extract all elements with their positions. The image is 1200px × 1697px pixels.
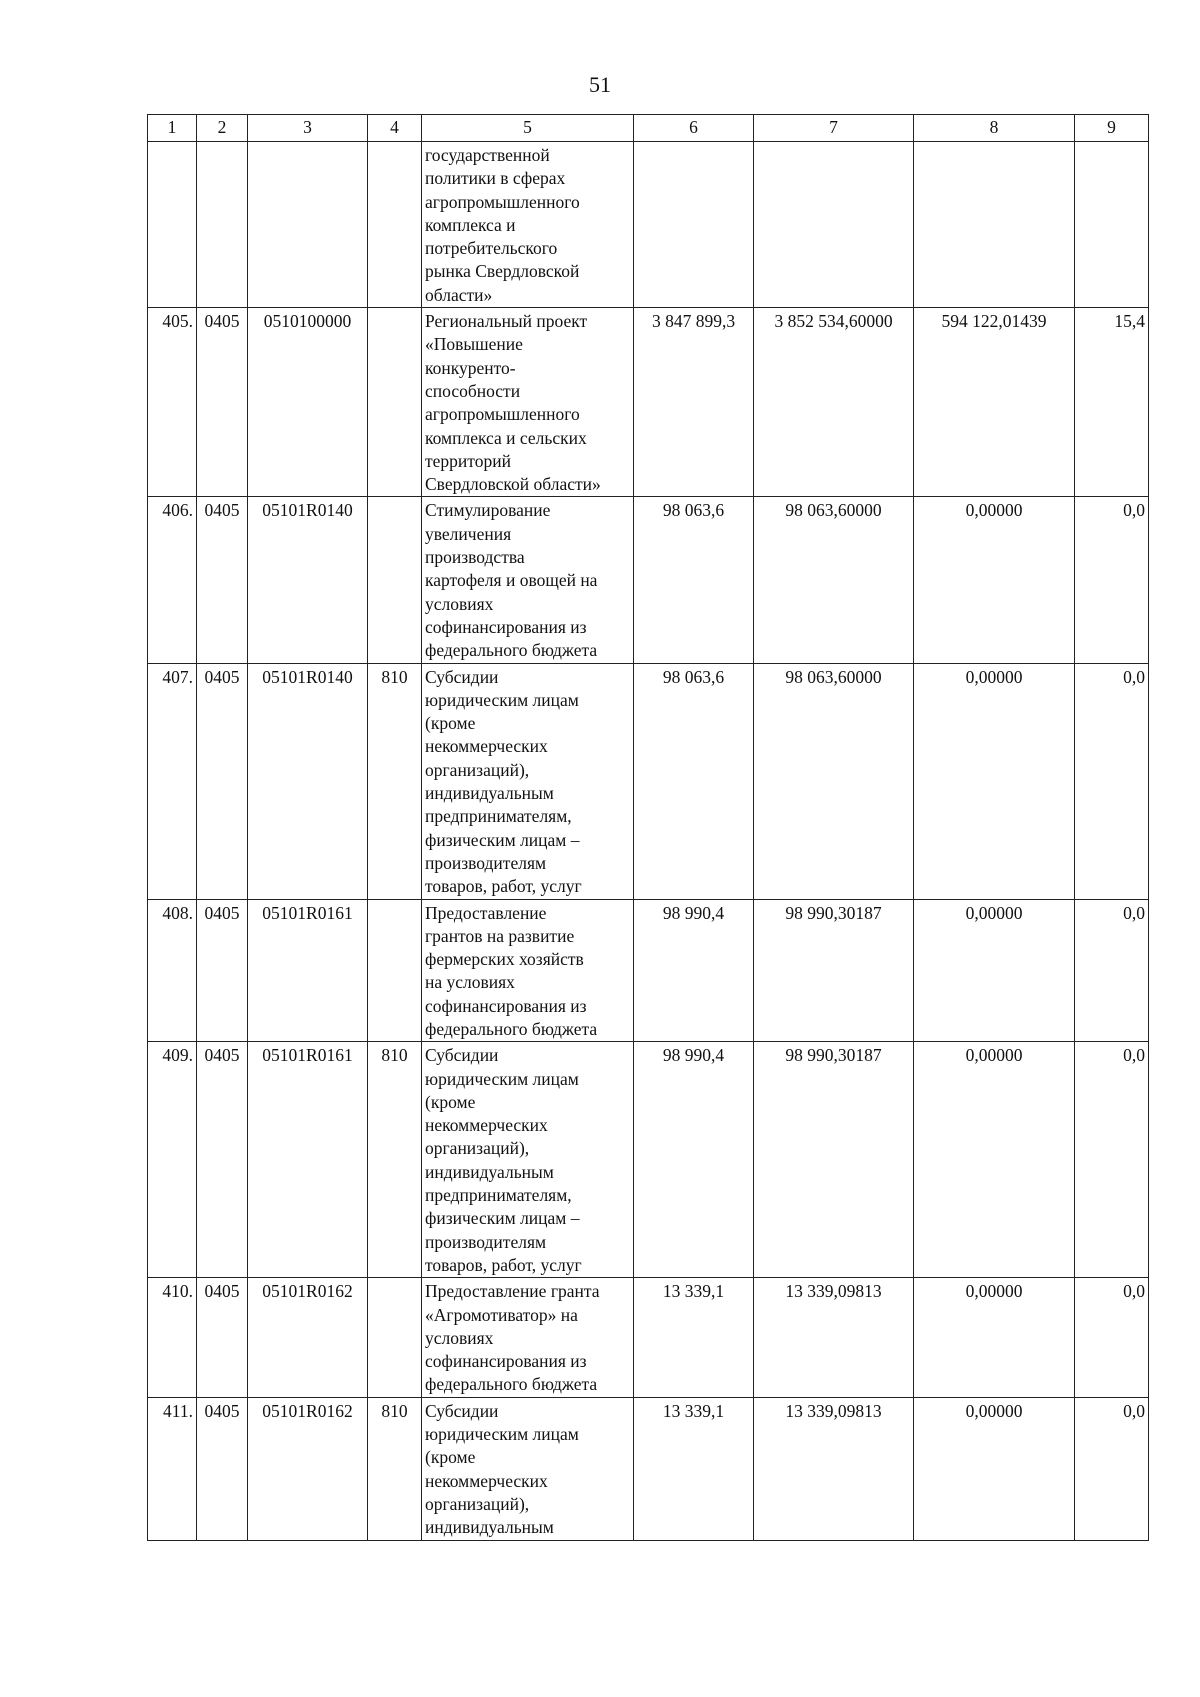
description-line: организаций), — [425, 759, 530, 780]
description-line: Субсидии — [425, 666, 499, 687]
row-number-cell: 411. — [148, 1397, 197, 1540]
description-line: организаций), — [425, 1138, 530, 1159]
description-line: индивидуальным — [425, 783, 554, 804]
approved-amount-cell: 98 990,4 — [634, 899, 754, 1042]
approved-amount-cell — [634, 142, 754, 308]
description-line: некоммерческих — [425, 1115, 548, 1136]
target-code-cell — [248, 142, 368, 308]
table-row — [148, 1042, 1149, 1278]
description-line: (кроме — [425, 1091, 476, 1112]
table-row — [148, 1278, 1149, 1397]
description-line: фермерских хозяйств — [425, 949, 584, 970]
description-line: агропромышленного — [425, 404, 580, 425]
section-code-cell: 0405 — [197, 497, 248, 663]
description-line: государственной — [425, 145, 550, 165]
description-line: Свердловской области» — [425, 474, 601, 495]
budget-table — [147, 114, 1149, 1541]
execution-percent-cell: 0,0 — [1075, 1042, 1149, 1278]
approved-amount-cell: 98 063,6 — [634, 663, 754, 899]
execution-percent-cell: 0,0 — [1075, 497, 1149, 663]
expense-type-cell — [368, 1278, 422, 1397]
target-code-cell: 05101R0140 — [248, 497, 368, 663]
description-line: комплекса и — [425, 214, 516, 235]
description-line: индивидуальным — [425, 1161, 554, 1182]
execution-percent-cell: 0,0 — [1075, 663, 1149, 899]
description-line: товаров, работ, услуг — [425, 876, 582, 897]
approved-amount-cell: 98 063,6 — [634, 497, 754, 663]
section-code-cell — [197, 142, 248, 308]
expense-type-cell: 810 — [368, 1397, 422, 1540]
execution-percent-cell: 0,0 — [1075, 899, 1149, 1042]
approved-amount-cell: 98 990,4 — [634, 1042, 754, 1278]
description-line: некоммерческих — [425, 736, 548, 757]
description-line: предпринимателям, — [425, 806, 572, 827]
description-line: конкуренто- — [425, 357, 516, 378]
executed-amount-cell: 594 122,01439 — [914, 308, 1075, 497]
table-body — [148, 142, 1149, 1541]
description-cell — [422, 663, 634, 899]
approved-amount-cell: 13 339,1 — [634, 1397, 754, 1540]
description-line: физическим лицам – — [425, 1208, 580, 1229]
executed-amount-cell — [914, 142, 1075, 308]
description-line: юридическим лицам — [425, 689, 579, 710]
column-header-8: 8 — [914, 115, 1075, 142]
table-row — [148, 1397, 1149, 1540]
section-code-cell: 0405 — [197, 1042, 248, 1278]
column-header-3: 3 — [248, 115, 368, 142]
description-line: федерального бюджета — [425, 640, 598, 661]
executed-amount-cell: 0,00000 — [914, 1397, 1075, 1540]
column-header-1: 1 — [148, 115, 197, 142]
execution-percent-cell: 0,0 — [1075, 1278, 1149, 1397]
expense-type-cell: 810 — [368, 1042, 422, 1278]
expense-type-cell — [368, 142, 422, 308]
table-row — [148, 497, 1149, 663]
approved-amount-cell: 13 339,1 — [634, 1278, 754, 1397]
table-row — [148, 663, 1149, 899]
executed-amount-cell: 0,00000 — [914, 1042, 1075, 1278]
adjusted-amount-cell: 98 990,30187 — [754, 899, 914, 1042]
page-number: 51 — [589, 72, 611, 97]
description-line: юридическим лицам — [425, 1068, 579, 1089]
executed-amount-cell: 0,00000 — [914, 497, 1075, 663]
target-code-cell: 0510100000 — [248, 308, 368, 497]
section-code-cell: 0405 — [197, 1278, 248, 1397]
adjusted-amount-cell: 13 339,09813 — [754, 1397, 914, 1540]
table-header-row — [148, 115, 1149, 142]
description-line: федерального бюджета — [425, 1374, 598, 1395]
executed-amount-cell: 0,00000 — [914, 1278, 1075, 1397]
description-line: потребительского — [425, 238, 558, 259]
description-cell — [422, 899, 634, 1042]
description-cell — [422, 142, 634, 308]
row-number-cell: 409. — [148, 1042, 197, 1278]
description-line: политики в сферах — [425, 168, 566, 189]
description-line: Предоставление гранта — [425, 1281, 600, 1302]
approved-amount-cell: 3 847 899,3 — [634, 308, 754, 497]
execution-percent-cell — [1075, 142, 1149, 308]
description-line: грантов на развитие — [425, 925, 575, 946]
executed-amount-cell: 0,00000 — [914, 663, 1075, 899]
description-line: условиях — [425, 593, 494, 614]
description-cell — [422, 1042, 634, 1278]
executed-amount-cell: 0,00000 — [914, 899, 1075, 1042]
description-line: юридическим лицам — [425, 1424, 579, 1445]
expense-type-cell — [368, 497, 422, 663]
description-cell — [422, 497, 634, 663]
description-line: агропромышленного — [425, 191, 580, 212]
adjusted-amount-cell: 98 063,60000 — [754, 497, 914, 663]
target-code-cell: 05101R0140 — [248, 663, 368, 899]
column-header-7: 7 — [754, 115, 914, 142]
description-cell — [422, 308, 634, 497]
table-row — [148, 308, 1149, 497]
target-code-cell: 05101R0161 — [248, 899, 368, 1042]
description-line: софинансирования из — [425, 995, 587, 1016]
column-header-9: 9 — [1075, 115, 1149, 142]
row-number-cell: 407. — [148, 663, 197, 899]
section-code-cell: 0405 — [197, 1397, 248, 1540]
description-line: условиях — [425, 1327, 494, 1348]
table-row — [148, 142, 1149, 308]
adjusted-amount-cell: 13 339,09813 — [754, 1278, 914, 1397]
description-line: производителям — [425, 1231, 547, 1252]
description-line: (кроме — [425, 713, 476, 734]
description-line: «Агромотиватор» на — [425, 1304, 578, 1325]
description-line: физическим лицам – — [425, 829, 580, 850]
description-line: Предоставление — [425, 902, 547, 923]
description-line: Региональный проект — [425, 311, 588, 332]
row-number-cell — [148, 142, 197, 308]
row-number-cell: 406. — [148, 497, 197, 663]
execution-percent-cell: 0,0 — [1075, 1397, 1149, 1540]
description-cell — [422, 1397, 634, 1540]
description-line: рынка Свердловской — [425, 261, 580, 282]
description-line: территорий — [425, 450, 511, 471]
description-line: некоммерческих — [425, 1470, 548, 1491]
description-line: организаций), — [425, 1493, 530, 1514]
row-number-cell: 410. — [148, 1278, 197, 1397]
description-line: «Повышение — [425, 334, 523, 355]
description-line: софинансирования из — [425, 616, 587, 637]
adjusted-amount-cell: 3 852 534,60000 — [754, 308, 914, 497]
description-line: способности — [425, 380, 521, 401]
execution-percent-cell: 15,4 — [1075, 308, 1149, 497]
description-line: картофеля и овощей на — [425, 570, 598, 591]
description-line: софинансирования из — [425, 1351, 587, 1372]
target-code-cell: 05101R0162 — [248, 1397, 368, 1540]
target-code-cell: 05101R0162 — [248, 1278, 368, 1397]
description-line: федерального бюджета — [425, 1018, 598, 1039]
expense-type-cell — [368, 899, 422, 1042]
section-code-cell: 0405 — [197, 663, 248, 899]
description-line: комплекса и сельских — [425, 427, 587, 448]
column-header-6: 6 — [634, 115, 754, 142]
adjusted-amount-cell: 98 063,60000 — [754, 663, 914, 899]
adjusted-amount-cell: 98 990,30187 — [754, 1042, 914, 1278]
description-cell — [422, 1278, 634, 1397]
expense-type-cell — [368, 308, 422, 497]
column-header-4: 4 — [368, 115, 422, 142]
description-line: производства — [425, 547, 525, 568]
description-line: Субсидии — [425, 1045, 499, 1066]
description-line: индивидуальным — [425, 1517, 554, 1538]
description-line: на условиях — [425, 972, 515, 993]
description-line: области» — [425, 284, 493, 305]
column-header-2: 2 — [197, 115, 248, 142]
expense-type-cell: 810 — [368, 663, 422, 899]
row-number-cell: 405. — [148, 308, 197, 497]
description-line: Субсидии — [425, 1400, 499, 1421]
target-code-cell: 05101R0161 — [248, 1042, 368, 1278]
description-line: предпринимателям, — [425, 1185, 572, 1206]
adjusted-amount-cell — [754, 142, 914, 308]
column-header-5: 5 — [422, 115, 634, 142]
table-row — [148, 899, 1149, 1042]
section-code-cell: 0405 — [197, 899, 248, 1042]
section-code-cell: 0405 — [197, 308, 248, 497]
row-number-cell: 408. — [148, 899, 197, 1042]
description-line: увеличения — [425, 523, 512, 544]
description-line: Стимулирование — [425, 500, 551, 521]
description-line: (кроме — [425, 1447, 476, 1468]
description-line: производителям — [425, 852, 547, 873]
description-line: товаров, работ, услуг — [425, 1254, 582, 1275]
